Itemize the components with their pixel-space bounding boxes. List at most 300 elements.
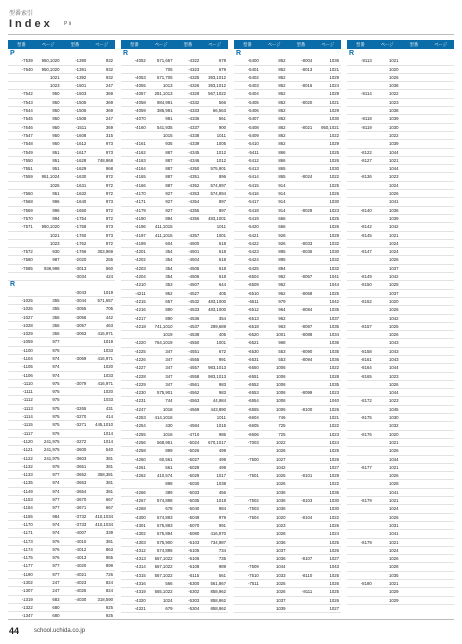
model-number-cell: -4300 <box>134 514 146 520</box>
model-number-cell: -1132 <box>22 463 33 469</box>
page-cell: 1021 <box>388 439 399 445</box>
page-cell: 1044 <box>388 166 399 172</box>
page-cell <box>427 572 454 579</box>
model-number-cell: -1028 <box>21 322 33 328</box>
model-number-cell: -4563 <box>188 398 200 404</box>
page-cell: 1026 <box>49 182 60 188</box>
table-row <box>121 588 228 596</box>
page-cell: 1042 <box>388 315 399 321</box>
model-number-cell: -4332 <box>188 99 200 105</box>
page-cell: 897 <box>218 207 226 213</box>
model-number-cell <box>234 447 261 454</box>
model-number-cell: -5029 <box>188 473 200 479</box>
page-cell: 1023 <box>388 373 399 379</box>
model-number-cell: -1149 <box>22 488 33 494</box>
model-number-cell <box>62 372 89 379</box>
page-cell: 281,1013 <box>154 91 173 97</box>
page-cell: 977 <box>52 571 60 577</box>
page-cell: 975 <box>52 380 60 386</box>
page-cell: 951 <box>52 149 60 155</box>
model-number-cell: -1511 <box>75 124 87 130</box>
model-number-cell <box>347 472 374 479</box>
table-row <box>234 215 341 223</box>
page-cell: 862 <box>278 83 286 89</box>
page-cell: 66,563 <box>212 108 226 114</box>
table-row <box>234 597 341 605</box>
column-body <box>8 50 115 620</box>
model-number-cell: -8175 <box>360 415 372 421</box>
page-cell: 289,689 <box>210 323 226 329</box>
page-cell: 670,1017 <box>208 439 226 445</box>
page-cell: 1025 <box>329 572 339 578</box>
model-number-cell <box>401 364 428 371</box>
table-row <box>8 107 115 115</box>
table-row <box>121 323 228 331</box>
page-cell: 1015 <box>162 132 173 138</box>
page-cell: 925 <box>105 604 113 610</box>
page-cell: 1026 <box>329 522 339 528</box>
model-number-cell <box>8 182 35 189</box>
page-cell: 1038 <box>388 108 399 114</box>
page-cell: 1036 <box>275 489 286 495</box>
model-number-cell: -4533 <box>188 307 200 313</box>
model-number-cell: -6604 <box>247 415 259 421</box>
table-row <box>121 373 228 381</box>
model-number-cell: -5303 <box>188 597 200 603</box>
model-number-cell: -1760 <box>75 232 87 238</box>
page-cell: 927 <box>165 199 173 205</box>
page-cell: 354 <box>165 257 173 263</box>
page-cell: 1042 <box>388 224 399 230</box>
page-cell <box>427 489 454 496</box>
page-cell <box>427 547 454 554</box>
model-number-cell: -5421 <box>247 232 259 238</box>
page-cell: 247 <box>105 83 113 89</box>
page-cell: 1027 <box>329 605 339 611</box>
page-cell: 824 <box>105 580 113 585</box>
page-cell: 1017 <box>216 473 226 479</box>
model-number-cell: -4013 <box>75 555 87 561</box>
model-number-cell <box>121 480 148 487</box>
page-cell: 977 <box>52 563 60 569</box>
page-cell <box>427 356 454 363</box>
model-number-cell: -4218 <box>134 323 146 329</box>
model-number-cell <box>401 115 428 122</box>
model-number-cell <box>8 240 35 247</box>
page-cell: 405 <box>218 332 226 338</box>
table-row <box>8 546 115 554</box>
page-cell: 561 <box>218 572 226 578</box>
page-cell: 991 <box>165 116 173 122</box>
table-row <box>347 232 454 240</box>
page-cell: 369 <box>105 91 113 97</box>
model-number-cell: -4262 <box>134 473 146 479</box>
model-number-cell: -4254 <box>134 423 146 429</box>
table-row <box>8 140 115 148</box>
model-number-cell <box>401 422 428 429</box>
model-number-cell <box>401 306 428 313</box>
table-row <box>347 464 454 472</box>
model-number-cell <box>401 315 428 322</box>
model-number-cell: -5403 <box>247 83 259 89</box>
model-number-cell: -4162 <box>134 149 146 155</box>
model-number-cell: -8177 <box>360 464 372 470</box>
model-number-cell: -7540 <box>21 66 33 72</box>
page-cell: 1021 <box>388 498 399 504</box>
model-number-cell: -5400 <box>247 58 259 64</box>
page-cell <box>427 290 454 297</box>
model-number-cell <box>288 414 315 421</box>
model-number-cell: -6552 <box>247 381 259 387</box>
page-cell: 1043 <box>388 356 399 362</box>
table-row <box>347 563 454 571</box>
page-cell: 443,890 <box>210 406 226 412</box>
table-row <box>234 66 341 74</box>
model-number-cell: -3271 <box>75 422 87 428</box>
page-cell: 355 <box>52 297 60 303</box>
table-row <box>8 297 115 305</box>
table-row <box>8 149 115 157</box>
page-cell: 865 <box>278 174 286 180</box>
page-cell <box>427 373 454 380</box>
model-number-cell: -5408 <box>247 124 259 130</box>
table-row <box>8 99 115 107</box>
model-number-cell: -8088 <box>301 332 313 338</box>
page-cell: 951,1024 <box>41 174 60 180</box>
page-cell: 1021 <box>388 464 399 470</box>
model-number-cell: -8179 <box>360 498 372 504</box>
model-number-cell: -4555 <box>188 356 200 362</box>
model-number-cell: -4201 <box>134 249 146 255</box>
page-cell: 962 <box>278 315 286 321</box>
page-cell: 1021 <box>49 74 60 80</box>
page-cell: 1026 <box>329 157 339 163</box>
model-number-cell: -5410 <box>247 141 259 147</box>
model-number-cell: -1762 <box>75 240 87 246</box>
model-number-cell <box>401 298 428 305</box>
model-number-cell: -1170 <box>22 521 33 527</box>
table-row <box>121 472 228 480</box>
model-number-cell <box>347 315 374 322</box>
page-cell: 1018 <box>216 498 226 504</box>
model-number-cell: -4312 <box>134 547 146 553</box>
page-cell: 1035 <box>329 348 339 354</box>
page-cell: 574,893 <box>156 514 173 520</box>
model-number-cell: -3057 <box>75 322 87 328</box>
table-row <box>8 405 115 413</box>
model-number-cell <box>288 373 315 380</box>
model-number-cell: -7542 <box>21 91 33 97</box>
table-row <box>234 431 341 439</box>
site-url: school.uchida.co.jp <box>34 628 86 634</box>
table-row <box>8 504 115 512</box>
page-cell: 499 <box>218 448 226 454</box>
model-number-cell: -7570 <box>21 215 33 221</box>
table-row <box>121 99 228 107</box>
model-number-cell: -3654 <box>75 488 87 494</box>
table-row <box>234 140 341 148</box>
model-number-cell <box>401 90 428 97</box>
model-number-cell: -5103 <box>188 539 200 545</box>
model-number-cell: -7504 <box>247 514 259 520</box>
letter-label: R <box>349 50 355 57</box>
page-cell: 644 <box>218 282 226 288</box>
model-number-cell <box>288 107 315 114</box>
column-header-label: ページ <box>154 42 168 47</box>
model-number-cell: -6520 <box>247 332 259 338</box>
page-cell: 618 <box>218 274 226 280</box>
model-number-cell: -4059 <box>134 108 146 114</box>
table-row <box>347 505 454 513</box>
model-number-cell: -4247 <box>134 406 146 412</box>
table-row <box>8 413 115 421</box>
model-number-cell <box>288 563 315 570</box>
model-number-cell <box>401 555 428 562</box>
page-cell: 553 <box>278 356 286 362</box>
model-number-cell: -5080 <box>188 531 200 537</box>
model-number-cell: -8180 <box>360 581 372 586</box>
model-number-cell: -3265 <box>75 405 87 411</box>
model-number-cell: -5108 <box>188 564 200 570</box>
model-number-cell <box>347 190 374 197</box>
model-number-cell <box>347 240 374 247</box>
table-row <box>8 604 115 612</box>
page-cell: 499 <box>218 456 226 462</box>
model-number-cell: -1133 <box>22 472 33 478</box>
page-cell <box>427 456 454 463</box>
page-cell: 1023 <box>388 99 399 105</box>
table-row <box>234 356 341 364</box>
model-number-cell: -1105 <box>22 364 33 370</box>
table-row <box>121 331 228 339</box>
model-number-cell <box>401 339 428 346</box>
page-cell: 899 <box>165 448 173 454</box>
model-number-cell: -3013 <box>75 265 87 271</box>
page-cell: 1044 <box>388 456 399 462</box>
page-cell: 898 <box>165 481 173 487</box>
model-number-cell: -1120 <box>22 438 33 444</box>
page-cell: 1014 <box>103 430 113 436</box>
model-number-cell: -6504 <box>247 274 259 280</box>
page-cell: 734 <box>218 547 226 553</box>
model-number-cell: -5417 <box>247 199 259 205</box>
page-cell: 1037 <box>329 315 339 321</box>
table-row <box>234 90 341 98</box>
model-number-cell: -8127 <box>360 157 372 163</box>
model-number-cell <box>347 182 374 189</box>
page-cell: 973 <box>105 141 113 147</box>
model-number-cell: -4353 <box>188 191 200 197</box>
table-row <box>234 497 341 505</box>
model-number-cell <box>288 281 315 288</box>
model-number-cell: -3069 <box>75 355 87 361</box>
table-row <box>121 464 228 472</box>
model-number-cell <box>401 124 428 131</box>
model-number-cell: -7580 <box>21 257 33 263</box>
page-cell: 1044 <box>388 365 399 371</box>
model-number-cell: -3732 <box>75 513 87 519</box>
model-number-cell: -1628 <box>75 157 87 163</box>
letter-label: R <box>236 50 242 57</box>
page-cell: 1039 <box>388 116 399 122</box>
page-cell: 1025 <box>388 282 399 288</box>
table-row <box>8 338 115 346</box>
model-number-cell: -7544 <box>21 108 33 114</box>
page-cell: 1026 <box>275 448 286 454</box>
table-row <box>234 124 341 132</box>
table-row <box>347 339 454 347</box>
model-number-cell: -4230 <box>134 390 146 396</box>
page-cell: 741,1010 <box>154 323 173 329</box>
model-number-cell: -3063 <box>75 331 87 337</box>
page-cell <box>427 563 454 570</box>
table-row <box>8 396 115 404</box>
table-row <box>121 115 228 123</box>
model-number-cell <box>347 306 374 313</box>
page-cell: 1024 <box>329 439 339 445</box>
model-number-cell: -4527 <box>188 290 200 296</box>
page-cell: 894 <box>278 265 286 271</box>
table-row <box>8 421 115 429</box>
model-number-cell <box>401 348 428 355</box>
page-cell: 1001 <box>216 340 226 346</box>
page-cell: 1041 <box>388 199 399 205</box>
model-number-cell <box>62 396 89 403</box>
page-cell: 1023 <box>329 207 339 213</box>
page-cell: 1032 <box>388 423 399 429</box>
model-number-cell <box>288 256 315 263</box>
model-number-cell: -3652 <box>75 472 87 478</box>
page-cell: 1026 <box>329 581 339 586</box>
page-cell: 1020 <box>388 298 399 304</box>
column-header-label: ページ <box>95 42 109 47</box>
page-cell: 1024 <box>162 597 173 603</box>
page-cell <box>427 215 454 222</box>
model-number-cell: -7585 <box>21 265 33 271</box>
page-cell: 680 <box>52 613 60 619</box>
model-number-cell: -4558 <box>188 373 200 379</box>
model-number-cell: -8104 <box>301 514 313 520</box>
model-number-cell: -8149 <box>360 274 372 280</box>
page-cell: 1024 <box>329 83 339 89</box>
page-cell: 748,968 <box>97 157 113 163</box>
model-number-cell <box>288 298 315 305</box>
page-cell: 862 <box>278 91 286 97</box>
model-number-cell: -4210 <box>134 282 146 288</box>
page-cell: 1035 <box>388 572 399 578</box>
model-number-cell <box>401 439 428 446</box>
model-number-cell: -4225 <box>134 348 146 354</box>
table-row <box>347 315 454 323</box>
page-cell: 1016 <box>162 431 173 437</box>
table-row <box>347 256 454 264</box>
table-row <box>234 57 341 65</box>
model-number-cell: -8114 <box>361 91 372 97</box>
page-cell: 894 <box>165 215 173 221</box>
page-cell: 914 <box>278 207 286 213</box>
model-number-cell: -8111 <box>301 589 313 595</box>
page-cell: 483,1000 <box>208 307 226 313</box>
model-number-cell: -4179 <box>134 207 146 213</box>
page-cell: 972 <box>105 191 113 197</box>
model-number-cell: -1650 <box>75 207 87 213</box>
page-cell <box>427 190 454 197</box>
table-row <box>234 389 341 397</box>
model-number-cell <box>401 547 428 554</box>
page-cell <box>427 273 454 280</box>
letter-label: P <box>10 50 15 57</box>
model-number-cell: -1177 <box>22 563 33 569</box>
model-number-cell: -4320 <box>134 597 146 603</box>
model-number-cell: -1347 <box>21 613 33 619</box>
page-cell: 1033 <box>103 372 113 378</box>
model-number-cell <box>401 290 428 297</box>
page-cell: 456 <box>218 489 226 495</box>
table-row <box>347 472 454 480</box>
letter-label: R <box>10 281 16 289</box>
page-cell: 567,1022 <box>154 572 173 578</box>
model-number-cell <box>401 223 428 230</box>
model-number-cell: -4190 <box>134 215 146 221</box>
page-cell: 950 <box>52 91 60 97</box>
table-row <box>121 157 228 165</box>
model-number-cell: -4055 <box>134 83 146 89</box>
page-cell: 1015 <box>216 423 226 429</box>
page-cell: 1023 <box>49 240 60 246</box>
model-number-cell: -1171 <box>22 530 33 536</box>
model-number-cell <box>401 472 428 479</box>
model-number-cell <box>401 480 428 487</box>
table-row <box>234 447 341 455</box>
page-cell: 1025 <box>329 589 339 595</box>
model-number-cell <box>288 505 315 512</box>
page-cell: 672 <box>218 348 226 354</box>
model-number-cell: -1154 <box>22 505 33 511</box>
page-cell: 355 <box>52 331 60 337</box>
page-cell: 1037 <box>275 547 286 553</box>
page-cell: 574,894 <box>210 191 226 197</box>
page-cell <box>427 132 454 139</box>
table-row <box>347 223 454 231</box>
model-number-cell <box>121 331 148 338</box>
section-sub: P Ⅱ <box>64 21 72 27</box>
table-row <box>121 339 228 347</box>
model-number-cell: -5115 <box>188 572 200 578</box>
table-row <box>347 555 454 563</box>
page-cell: 926 <box>278 240 286 246</box>
model-number-cell: -3671 <box>75 505 87 511</box>
model-number-cell <box>401 456 428 463</box>
index-column <box>8 40 115 619</box>
page-cell: 764,1019 <box>154 340 173 346</box>
page-cell: 679 <box>218 66 226 72</box>
model-number-cell: -4321 <box>134 605 146 611</box>
model-number-cell: -5425 <box>247 265 259 271</box>
page-cell: 972 <box>105 182 113 188</box>
page-cell: 972 <box>105 215 113 221</box>
model-number-cell: -7500 <box>247 456 259 462</box>
model-number-cell <box>62 347 89 354</box>
page-cell: 1023 <box>329 431 339 437</box>
model-number-cell: -4504 <box>188 257 200 263</box>
page-cell: 1026 <box>388 307 399 313</box>
page-cell: 976 <box>52 546 60 552</box>
table-row <box>234 281 341 289</box>
model-number-cell <box>347 99 374 106</box>
page-cell: 1022 <box>388 91 399 97</box>
model-number-cell: -5024 <box>188 439 200 445</box>
model-number-cell: -4346 <box>188 157 200 163</box>
